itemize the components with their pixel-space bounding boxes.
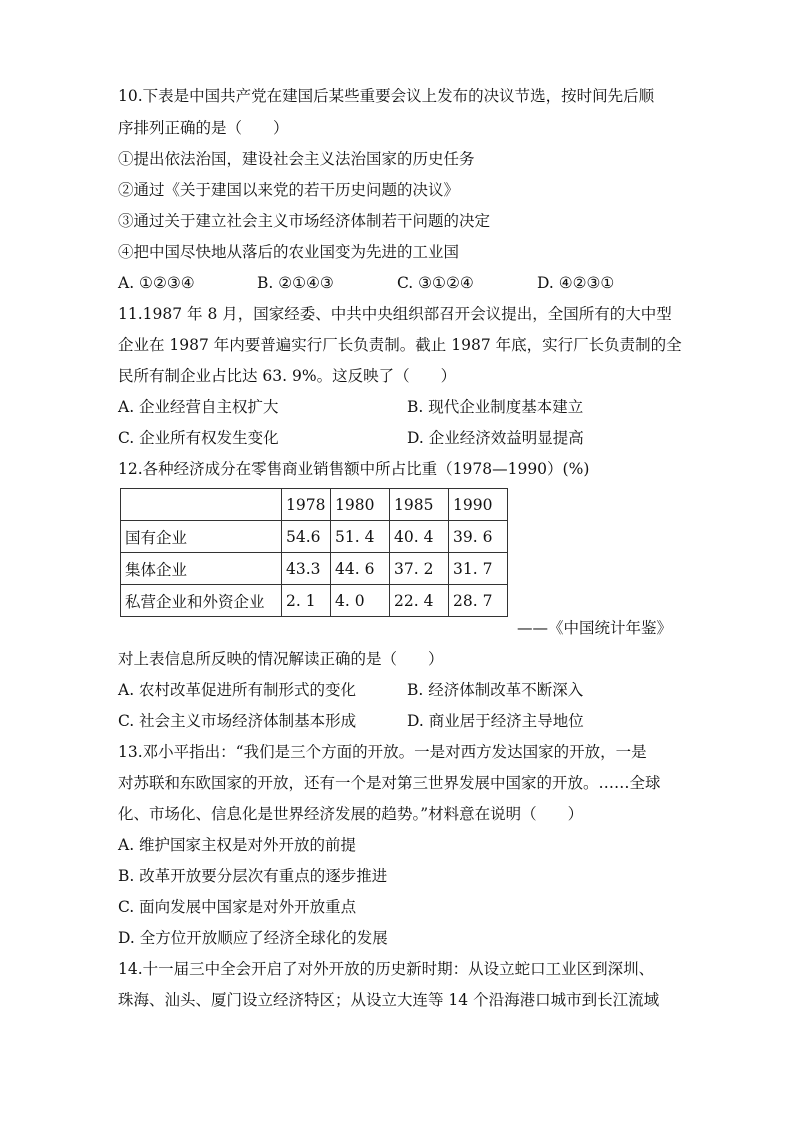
table-header-cell (121, 489, 282, 521)
table-row (121, 553, 508, 585)
q11-option-b: B. 现代企业制度基本建立 (407, 398, 584, 416)
q12-data-table (120, 488, 508, 617)
q12-option-d: D. 商业居于经济主导地位 (407, 712, 584, 730)
table-cell: 54.6 (282, 521, 331, 553)
table-header-cell: 1990 (449, 489, 508, 521)
table-cell: 22. 4 (390, 585, 449, 617)
table-cell: 31. 7 (449, 553, 508, 585)
q14-stem-line1: 14.十一届三中全会开启了对外开放的历史新时期：从设立蛇口工业区到深圳、 (118, 960, 655, 978)
table-cell: 4. 0 (331, 585, 390, 617)
q10-item-3: ③通过关于建立社会主义市场经济体制若干问题的决定 (118, 212, 491, 230)
table-row (121, 585, 508, 617)
table-cell: 43.3 (282, 553, 331, 585)
table-header-row (121, 489, 508, 521)
q10-item-2: ②通过《关于建国以来党的若干历史问题的决议》 (118, 181, 460, 199)
table-cell: 40. 4 (390, 521, 449, 553)
q10-option-c: C. ③①②④ (397, 274, 474, 292)
q11-stem-line2: 企业在 1987 年内要普遍实行厂长负责制。截止 1987 年底，实行厂长负责制的全 (118, 336, 682, 354)
q12-option-b: B. 经济体制改革不断深入 (407, 681, 584, 699)
table-header-cell: 1980 (331, 489, 390, 521)
table-cell: 44. 6 (331, 553, 390, 585)
q12-source-citation: ——《中国统计年鉴》 (516, 619, 672, 637)
table-row (121, 521, 508, 553)
q12-option-a: A. 农村改革促进所有制形式的变化 (118, 681, 357, 699)
q10-option-d: D. ④②③① (537, 274, 615, 292)
q10-item-1: ①提出依法治国，建设社会主义法治国家的历史任务 (118, 150, 475, 168)
q10-option-a: A. ①②③④ (118, 274, 195, 292)
q13-stem-line3: 化、市场化、信息化是世界经济发展的趋势。”材料意在说明（ ） (118, 805, 584, 823)
q11-option-a: A. 企业经营自主权扩大 (118, 398, 279, 416)
q13-option-a: A. 维护国家主权是对外开放的前提 (118, 836, 357, 854)
q10-option-b: B. ②①④③ (257, 274, 334, 292)
q13-stem-line2: 对苏联和东欧国家的开放，还有一个是对第三世界发展中国家的开放。……全球 (118, 774, 661, 792)
table-cell: 51. 4 (331, 521, 390, 553)
table-cell: 私营企业和外资企业 (121, 585, 282, 617)
q11-stem-line3: 民所有制企业占比达 63. 9%。这反映了（ ） (118, 367, 457, 385)
table-cell: 2. 1 (282, 585, 331, 617)
q13-option-b: B. 改革开放要分层次有重点的逐步推进 (118, 867, 388, 885)
q12-question: 对上表信息所反映的情况解读正确的是（ ） (118, 650, 444, 668)
table-header-cell: 1978 (282, 489, 331, 521)
q14-stem-line2: 珠海、汕头、厦门设立经济特区；从设立大连等 14 个沿海港口城市到长江流域 (118, 991, 660, 1009)
table-cell: 28. 7 (449, 585, 508, 617)
q10-item-4: ④把中国尽快地从落后的农业国变为先进的工业国 (118, 243, 460, 261)
q11-stem-line1: 11.1987 年 8 月，国家经委、中共中央组织部召开会议提出，全国所有的大中型 (118, 305, 672, 323)
table-header-cell: 1985 (390, 489, 449, 521)
q10-stem-line1: 10.下表是中国共产党在建国后某些重要会议上发布的决议节选，按时间先后顺 (118, 87, 655, 105)
q11-option-d: D. 企业经济效益明显提高 (407, 429, 584, 447)
table-cell: 37. 2 (390, 553, 449, 585)
table-cell: 国有企业 (121, 521, 282, 553)
q13-option-c: C. 面向发展中国家是对外开放重点 (118, 898, 357, 916)
q12-stem: 12.各种经济成分在零售商业销售额中所占比重（1978—1990）(%) (118, 460, 590, 478)
table-cell: 39. 6 (449, 521, 508, 553)
q13-option-d: D. 全方位开放顺应了经济全球化的发展 (118, 929, 388, 947)
q13-stem-line1: 13.邓小平指出：“我们是三个方面的开放。一是对西方发达国家的开放，一是 (118, 743, 647, 761)
q11-option-c: C. 企业所有权发生变化 (118, 429, 279, 447)
q12-option-c: C. 社会主义市场经济体制基本形成 (118, 712, 357, 730)
q10-stem-line2: 序排列正确的是（ ） (118, 119, 289, 137)
table-cell: 集体企业 (121, 553, 282, 585)
